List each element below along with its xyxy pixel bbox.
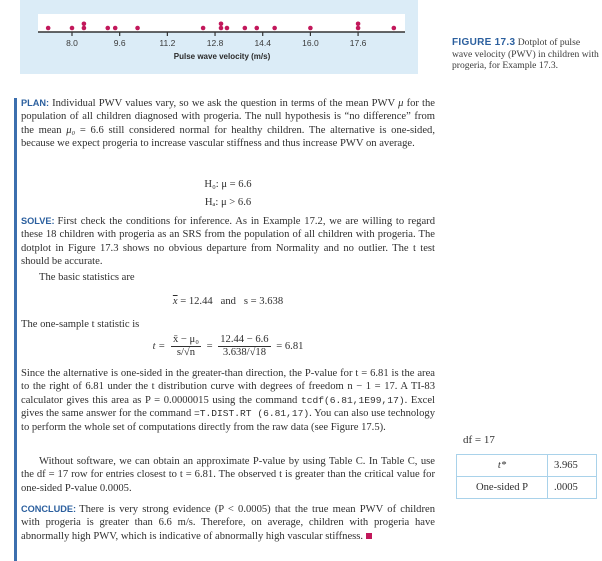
t-lhs: t =: [152, 340, 166, 352]
data-point: [219, 26, 224, 31]
data-point: [135, 26, 140, 31]
solve-text: First check the conditions for inference. As in Example 17.2, we are willing to regard these 18 children with progeria as an SRS from the population of all children with progeria. The dotplot in Figure 17.3 shows no obvious departure from Normality and no outlier. The t test should be accurate.: [21, 216, 435, 268]
data-point: [46, 26, 51, 31]
computed-denominator: 3.638/√18: [222, 347, 266, 358]
table-cell-label: [457, 455, 548, 477]
p-value-text-b: . Excel gives the same answer for the command: [21, 394, 435, 420]
example-sidebar-rule: [14, 98, 17, 561]
null-hypothesis: H₀: μ = 6.6: [204, 179, 252, 190]
xbar-symbol: $\overline{x}$: [172, 296, 178, 307]
data-point: [70, 26, 75, 31]
figure-number: FIGURE 17.3: [452, 37, 516, 48]
computed-fraction: [218, 334, 270, 359]
formula-fraction: [171, 334, 201, 359]
mu-symbol: μ: [398, 98, 404, 109]
plan-text-b: for the population of all children diagnosed with progeria. The null hypothesis is “no difference” from the mean: [21, 98, 435, 136]
table-row: [457, 477, 597, 499]
data-point: [392, 26, 397, 31]
data-point: [105, 26, 110, 31]
data-point: [82, 22, 87, 27]
ti83-command: tcdf(6.81,1E99,17): [300, 394, 405, 406]
data-point: [356, 22, 361, 27]
table-c-excerpt: [456, 454, 597, 499]
x-tick-label: 9.6: [113, 38, 126, 48]
data-point: [201, 26, 206, 31]
conclude-paragraph: [21, 503, 435, 543]
data-point: [272, 26, 277, 31]
sample-statistics: [21, 295, 435, 308]
x-tick-label: 16.0: [302, 38, 319, 48]
solve-label: SOLVE:: [21, 216, 55, 226]
df-label: df = 17: [463, 434, 495, 446]
table-cell-value: 3.965: [548, 455, 597, 477]
x-axis-title: Pulse wave velocity (m/s): [173, 52, 271, 61]
table-cell-value: .0005: [548, 477, 597, 499]
figure-caption: [452, 37, 602, 72]
formula-denominator: s/√n: [176, 347, 196, 358]
table-c-paragraph: Without software, we can obtain an approximate P-value by using Table C. In Table C, use the df = 17 row for entries closest to t = 6.81. The observed t is greater than the critical value for one-sided P-value 0.0005.: [21, 456, 435, 494]
p-value-text-c: . You can also use technology to perform the whole set of computations directly from the raw data (see Figure 17.5).: [21, 408, 435, 433]
p-value-paragraph: [21, 367, 435, 434]
plan-text-a: Individual PWV values vary, so we ask the question in terms of the mean PWV: [52, 98, 399, 109]
equals-sign: =: [206, 340, 213, 352]
dotplot-chart: [0, 0, 420, 74]
alternative-hypothesis: Hₐ: μ > 6.6: [204, 197, 252, 208]
table-row: [457, 455, 597, 477]
conclude-text: There is very strong evidence (P < 0.0005) that the true mean PWV of children with progeria is greater than 6.6 m/s. Therefore, on average, children with progeria have abnormally high PWV, which is indicative of abnormally high vascular stiffness.: [21, 504, 435, 542]
plan-paragraph: [21, 97, 435, 151]
formula-numerator: x̄ − μ₀: [172, 334, 199, 345]
data-point: [113, 26, 118, 31]
data-point: [82, 26, 87, 31]
basic-stats-intro: The basic statistics are: [39, 272, 135, 283]
t-statistic-intro: The one-sample t statistic is: [21, 319, 140, 330]
end-of-example-mark: [366, 533, 372, 539]
plan-label: PLAN:: [21, 98, 50, 108]
s-value: s = 3.638: [243, 296, 284, 307]
and-word: and: [220, 296, 236, 307]
xbar-value: = 12.44: [180, 296, 213, 307]
computed-numerator: 12.44 − 6.6: [220, 334, 269, 345]
p-value-text-a: Since the alternative is one-sided in the greater-than direction, the P-value for t = 6.81 is the area to the right of 6.81 under the t distribution curve with degrees of freedom n − 1 = 17. A TI-83 calculator gives this area as P = 0.0000015 using the command: [21, 368, 435, 406]
conclude-label: CONCLUDE:: [21, 504, 77, 514]
x-tick-label: 14.4: [254, 38, 271, 48]
solve-paragraph: [21, 215, 435, 269]
table-cell-label: One-sided P: [457, 477, 548, 499]
data-point: [308, 26, 313, 31]
x-tick-label: 17.6: [349, 38, 367, 48]
data-point: [254, 26, 259, 31]
data-point: [356, 26, 361, 31]
excel-command: =T.DIST.RT (6.81,17): [193, 408, 310, 420]
t-result: = 6.81: [276, 340, 304, 352]
x-tick-label: 12.8: [206, 38, 224, 48]
t-star-label: t*: [497, 460, 507, 471]
t-statistic-formula: [21, 334, 435, 359]
data-point: [225, 26, 230, 31]
x-tick-label: 8.0: [66, 38, 78, 48]
x-tick-label: 11.2: [159, 38, 176, 48]
figure-caption-text: Dotplot of pulse wave velocity (PWV) in children with progeria, for Example 17.3.: [452, 37, 599, 71]
data-point: [219, 22, 224, 27]
mu0-symbol: μ₀: [66, 124, 76, 136]
plan-text-c: = 6.6 still considered normal for healthy children. The alternative is one-sided, because we expect progeria to increase vascular stiffness and thus increase PWV on average.: [21, 124, 435, 150]
data-point: [243, 26, 248, 31]
